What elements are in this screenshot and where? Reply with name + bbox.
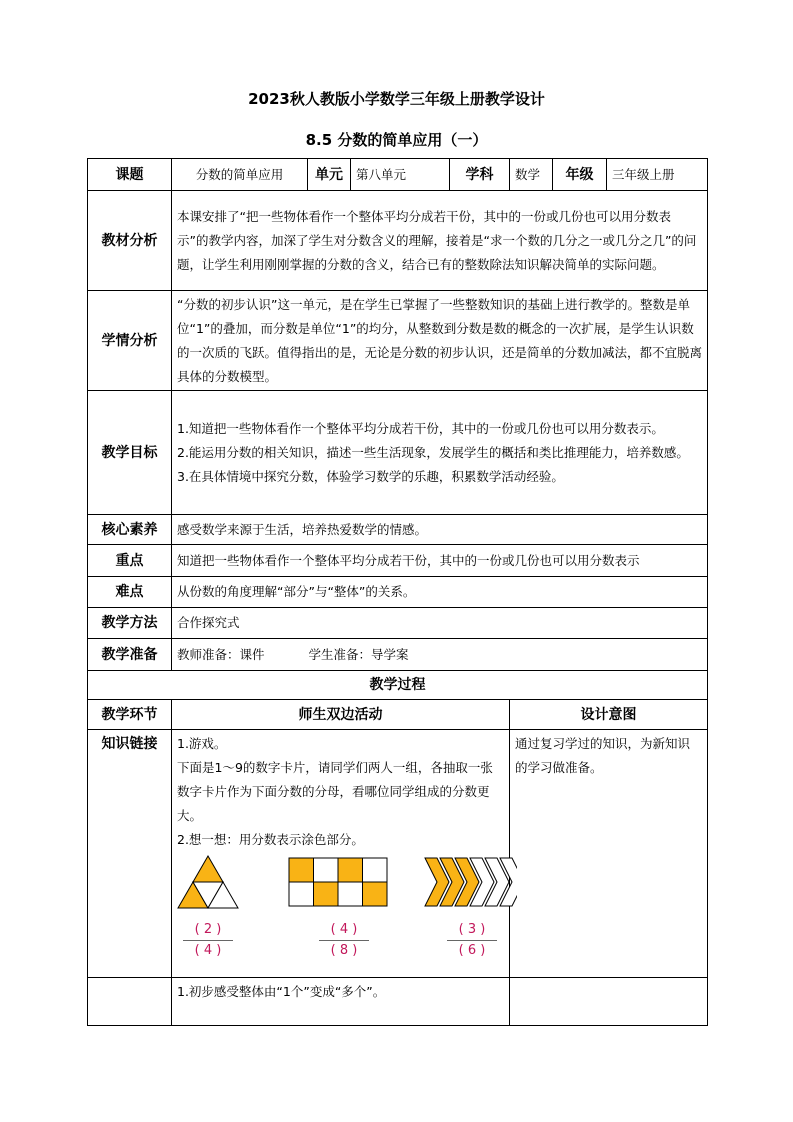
grid-cell <box>338 858 363 882</box>
shaded-chevrons <box>425 858 517 906</box>
game-text: 下面是1～9的数字卡片，请同学们两人一组，各抽取一张数字卡片作为下面分数的分母，看哪位同学组成的分数更大。 <box>177 760 493 823</box>
grid-cell <box>363 882 388 906</box>
process-col-intent: 设计意图 <box>510 700 708 730</box>
topic-label: 课题 <box>88 159 172 191</box>
fraction-answer-1: ( 2 ) ( 4 ) <box>181 920 235 961</box>
student-analysis-label: 学情分析 <box>88 291 172 391</box>
lesson-subtitle: 8.5 分数的简单应用（一） <box>305 131 488 149</box>
teaching-method-text: 合作探究式 <box>172 608 708 639</box>
unit-value: 第八单元 <box>351 159 450 191</box>
grid-cell <box>314 858 339 882</box>
teaching-goals-label: 教学目标 <box>88 391 172 515</box>
knowledge-link-intent: 通过复习学过的知识，为新知识的学习做准备。 <box>510 730 708 978</box>
document-title: 2023秋人教版小学数学三年级上册教学设计 <box>248 90 545 108</box>
process-header: 教学过程 <box>88 671 708 700</box>
grade-value: 三年级上册 <box>607 159 708 191</box>
teaching-prep-text <box>172 639 708 671</box>
grid-cell <box>314 882 339 906</box>
process-col-activity: 师生双边活动 <box>172 700 510 730</box>
material-analysis-text: 本课安排了“把一些物体看作一个整体平均分成若干份，其中的一份或几份也可以用分数表示”的教学内容，加深了学生对分数含义的理解，接着是“求一个数的几分之一或几分之几”的问题，让学生利用刚刚掌握的分数的含义，结合已有的整数除法知识解决简单的实际问题。 <box>172 191 708 291</box>
fraction-answer-3: ( 3 ) ( 6 ) <box>445 920 499 961</box>
key-point-label: 重点 <box>88 545 172 577</box>
teaching-goals-text <box>172 391 708 515</box>
knowledge-link-activity <box>172 730 510 978</box>
goal-item: 1.知道把一些物体看作一个整体平均分成若干份，其中的一份或几份也可以用分数表示。 <box>177 420 664 436</box>
think-title: 2.想一想：用分数表示涂色部分。 <box>177 832 364 847</box>
goal-item: 2.能运用分数的相关知识，描述一些生活现象，发展学生的概括和类比推理能力，培养数感。 <box>177 444 689 460</box>
teacher-prep: 教师准备：课件 <box>177 646 265 662</box>
difficulty-label: 难点 <box>88 577 172 608</box>
difficulty-text: 从份数的角度理解“部分”与“整体”的关系。 <box>172 577 708 608</box>
student-prep: 学生准备：导学案 <box>308 646 409 662</box>
goal-item: 3.在具体情境中探究分数，体验学习数学的乐趣，积累数学活动经验。 <box>177 468 564 484</box>
grade-label: 年级 <box>553 159 607 191</box>
teaching-prep-label: 教学准备 <box>88 639 172 671</box>
key-point-text: 知道把一些物体看作一个整体平均分成若干份，其中的一份或几份也可以用分数表示 <box>172 545 708 577</box>
subject-label: 学科 <box>450 159 510 191</box>
topic-value: 分数的简单应用 <box>172 159 308 191</box>
unit-label: 单元 <box>308 159 351 191</box>
grid-cell <box>289 858 314 882</box>
core-literacy-text: 感受数学来源于生活，培养热爱数学的情感。 <box>172 515 708 545</box>
next-activity: 1.初步感受整体由“1个”变成“多个”。 <box>172 978 510 1026</box>
grid-cell <box>363 858 388 882</box>
shaded-grid <box>289 858 387 906</box>
fraction-figures <box>177 852 504 972</box>
teaching-method-label: 教学方法 <box>88 608 172 639</box>
student-analysis-text: “分数的初步认识”这一单元，是在学生已掌握了一些整数知识的基础上进行教学的。整数是单位“1”的叠加，而分数是单位“1”的均分，从整数到分数是数的概念的一次扩展，是学生认识数的一次质的飞跃。值得指出的是，无论是分数的初步认识，还是简单的分数加减法，都不宜脱离具体的分数模型。 <box>172 291 708 391</box>
subject-value: 数学 <box>510 159 553 191</box>
core-literacy-label: 核心素养 <box>88 515 172 545</box>
knowledge-link-label: 知识链接 <box>88 730 172 978</box>
game-title: 1.游戏。 <box>177 736 227 751</box>
grid-cell <box>338 882 363 906</box>
grid-cell <box>289 882 314 906</box>
next-stage-cell <box>88 978 172 1026</box>
next-intent <box>510 978 708 1026</box>
process-col-stage: 教学环节 <box>88 700 172 730</box>
fraction-answer-2: ( 4 ) ( 8 ) <box>317 920 371 961</box>
material-analysis-label: 教材分析 <box>88 191 172 291</box>
shaded-triangle <box>178 856 238 908</box>
lesson-plan-table <box>87 158 708 1026</box>
